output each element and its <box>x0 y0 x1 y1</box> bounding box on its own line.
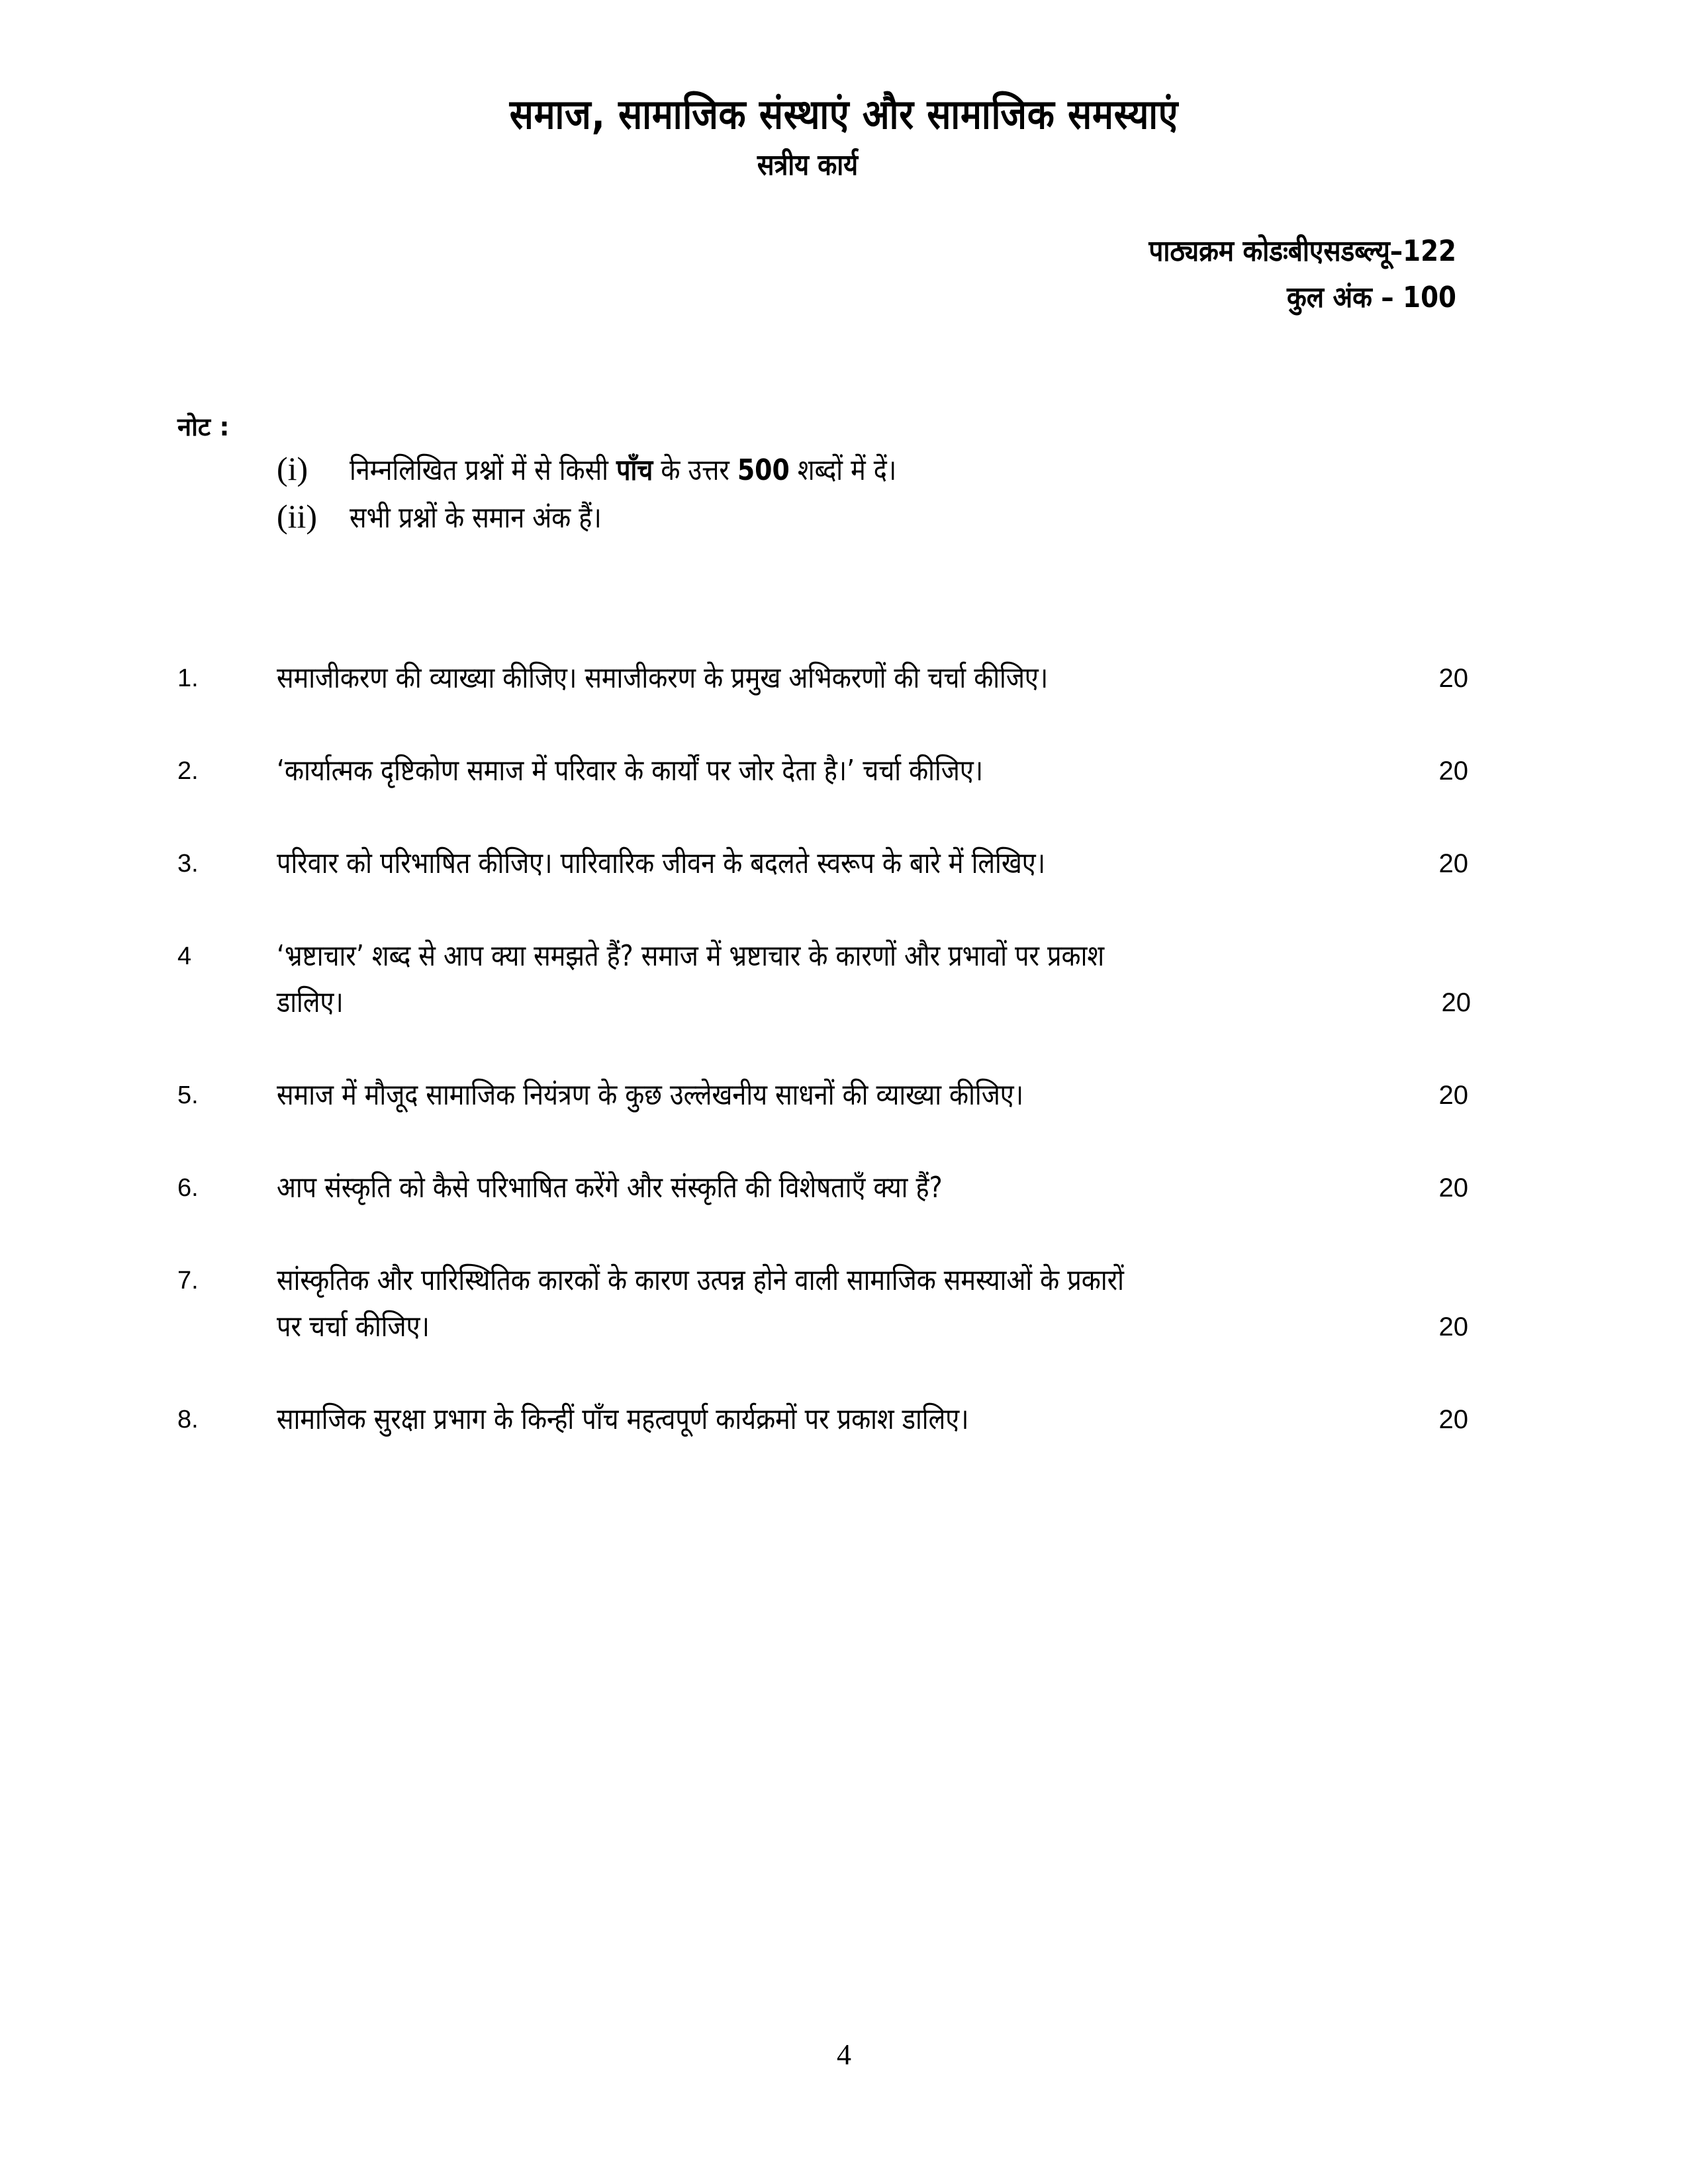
question-marks: 20 <box>1438 1173 1468 1203</box>
note-text-part: के उत्तर <box>653 453 737 487</box>
course-info <box>1107 228 1456 321</box>
question-marks: 20 <box>1438 849 1468 878</box>
note-marker: (i) <box>277 450 308 487</box>
question-line: परिवार को परिभाषित कीजिए। पारिवारिक जीवन के बदलते स्वरूप के बारे में लिखिए। <box>277 846 1046 880</box>
question-number: 1. <box>177 664 199 692</box>
question-marks: 20 <box>1438 1312 1468 1342</box>
note-item <box>277 445 986 492</box>
question-number: 6. <box>177 1174 199 1202</box>
note-marker: (ii) <box>277 498 318 535</box>
question-line: ‘कार्यात्मक दृष्टिकोण समाज में परिवार के कार्यों पर जोर देता है।’ चर्चा कीजिए। <box>277 754 984 788</box>
question-number: 2. <box>177 757 199 785</box>
question-line: डालिए। <box>277 985 344 1019</box>
question-text <box>277 1396 1393 1443</box>
question-text <box>277 655 1393 702</box>
document-title: समाज, सामाजिक संस्थाएं और सामाजिक समस्याएं <box>509 90 1179 138</box>
question-text <box>277 1072 1393 1118</box>
question-number: 3. <box>177 850 199 878</box>
question-marks: 20 <box>1438 1081 1468 1110</box>
note-text <box>350 447 896 494</box>
note-label: नोट : <box>177 412 230 441</box>
note-item <box>277 492 986 540</box>
question-number: 7. <box>177 1267 199 1295</box>
question-line: सामाजिक सुरक्षा प्रभाग के किन्हीं पाँच महत्वपूर्ण कार्यक्रमों पर प्रकाश डालिए। <box>277 1402 969 1436</box>
question-marks: 20 <box>1441 988 1471 1017</box>
question-text <box>277 1165 1393 1211</box>
total-marks: कुल अंक – 100 <box>1287 281 1456 314</box>
course-code: पाठ्यक्रम कोडःबीएसडब्ल्यू–122 <box>1149 234 1456 268</box>
question-marks: 20 <box>1438 1405 1468 1434</box>
question-number: 8. <box>177 1406 199 1433</box>
question-number: 4 <box>177 942 192 970</box>
question-marks: 20 <box>1438 756 1468 786</box>
question-text <box>277 841 1393 887</box>
note-list <box>277 445 986 540</box>
question-text <box>277 748 1393 794</box>
document-subtitle: सत्रीय कार्य <box>757 148 859 182</box>
question-line: पर चर्चा कीजिए। <box>277 1310 430 1343</box>
question-line: सांस्कृतिक और पारिस्थितिक कारकों के कारण उत्पन्न होने वाली सामाजिक समस्याओं के प्रकारों <box>277 1263 1124 1297</box>
note-text-emphasis: पाँच <box>616 453 653 487</box>
page-number: 4 <box>837 2038 851 2071</box>
question-line: ‘भ्रष्टाचार’ शब्द से आप क्या समझते हैं? समाज में भ्रष्टाचार के कारणों और प्रभावों पर प्रकाश <box>277 939 1105 973</box>
note-text-emphasis: 500 <box>737 453 790 487</box>
question-line: समाजीकरण की व्याख्या कीजिए। समाजीकरण के प्रमुख अभिकरणों की चर्चा कीजिए। <box>277 661 1049 695</box>
question-line: समाज में मौजूद सामाजिक नियंत्रण के कुछ उल्लेखनीय साधनों की व्याख्या कीजिए। <box>277 1078 1024 1112</box>
question-line: आप संस्कृति को कैसे परिभाषित करेंगे और संस्कृति की विशेषताएँ क्या हैं? <box>277 1171 943 1205</box>
question-text <box>277 933 1393 1026</box>
note-text-part: निम्नलिखित प्रश्नों में से किसी <box>350 453 617 487</box>
question-marks: 20 <box>1438 664 1468 693</box>
note-text-part: शब्दों में दें। <box>789 453 897 487</box>
question-number: 5. <box>177 1081 199 1109</box>
question-text <box>277 1257 1393 1350</box>
note-text: सभी प्रश्नों के समान अंक हैं। <box>350 501 602 535</box>
